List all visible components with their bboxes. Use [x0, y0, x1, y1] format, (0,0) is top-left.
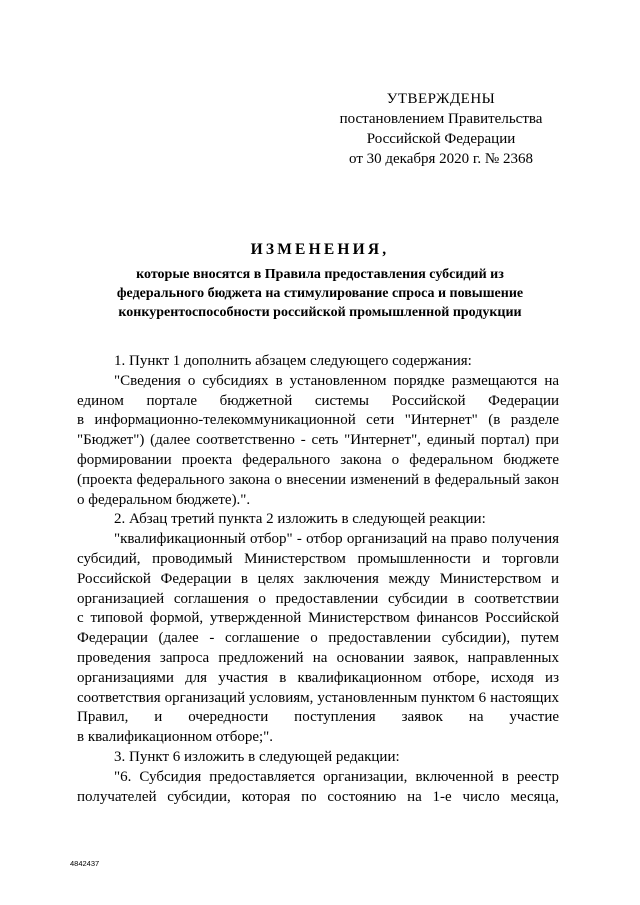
- document-body: [77, 352, 559, 807]
- body-line: 2. Абзац третий пункта 2 изложить в следующей реакции:: [114, 511, 486, 528]
- body-line: с типовой формой, утвержденной Министерством финансов Российской: [77, 610, 559, 627]
- body-line: "квалификационный отбор" - отбор организаций на право получения: [114, 531, 559, 548]
- document-subtitle: [60, 265, 580, 322]
- approval-line-resolution: постановлением Правительства: [339, 111, 543, 127]
- body-line: формировании проекта федерального закона о федеральном бюджете: [77, 451, 559, 468]
- body-line: организацией соглашения о предоставлении субсидии в соответствии: [77, 590, 559, 607]
- approval-line-country: Российской Федерации: [366, 131, 516, 147]
- document-code: 4842437: [70, 859, 100, 868]
- subtitle-line: которые вносятся в Правила предоставления субсидий из: [136, 267, 504, 282]
- body-line: "Бюджет") (далее соответственно - сеть "Интернет", единый портал) при: [77, 432, 559, 449]
- body-line: в информационно-телекоммуникационной сети "Интернет" (в разделе: [77, 412, 559, 429]
- body-line: организациями для участия в квалификационном отборе, исходя из: [77, 669, 559, 686]
- body-line: Правил, и очередности поступления заявок на участие: [77, 709, 559, 726]
- body-line: 3. Пункт 6 изложить в следующей редакции:: [114, 748, 400, 765]
- body-line: о федеральном бюджете).".: [77, 491, 251, 508]
- body-line: соответствия организаций условиям, установленным пунктом 6 настоящих: [77, 689, 559, 706]
- approval-line-date-number: от 30 декабря 2020 г. № 2368: [349, 151, 533, 167]
- body-line: субсидий, проводимый Министерством промышленности и торговли: [77, 550, 559, 567]
- body-line: получателей субсидии, которая по состоянию на 1-е число месяца,: [77, 788, 559, 805]
- subtitle-line: федерального бюджета на стимулирование спроса и повышение: [116, 286, 524, 301]
- subtitle-line: конкурентоспособности российской промышленной продукции: [118, 305, 522, 320]
- body-line: Федерации (далее - соглашение о предоставлении субсидии), путем: [77, 630, 559, 647]
- body-line: Российской Федерации в целях заключения между Министерством и: [77, 570, 559, 587]
- body-line: (проекта федерального закона о внесении изменений в федеральный закон: [77, 471, 559, 488]
- body-line: "6. Субсидия предоставляется организации, включенной в реестр: [114, 768, 559, 785]
- body-line: проведения запроса предложений на основании заявок, направленных: [77, 649, 559, 666]
- approval-block: [322, 89, 560, 169]
- body-line: 1. Пункт 1 дополнить абзацем следующего содержания:: [114, 353, 472, 369]
- document-title: ИЗМЕНЕНИЯ,: [250, 241, 390, 258]
- body-line: в квалификационном отборе;".: [77, 729, 274, 746]
- body-line: "Сведения о субсидиях в установленном порядке размещаются на: [114, 372, 559, 389]
- body-line: едином портале бюджетной системы Российской Федерации: [77, 392, 559, 409]
- approval-heading: УТВЕРЖДЕНЫ: [386, 91, 496, 107]
